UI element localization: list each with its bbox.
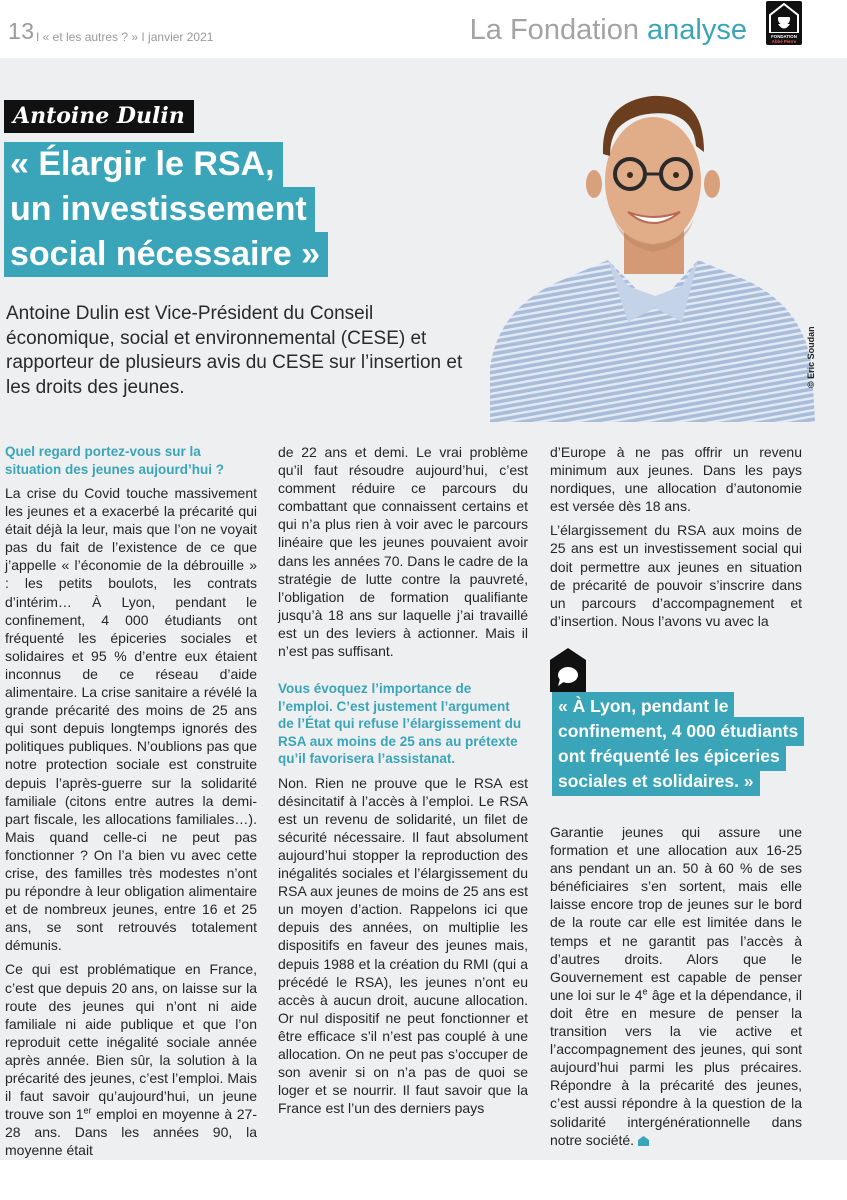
pull-quote-line-3: ont fréquenté les épiceries bbox=[552, 742, 786, 771]
logo-line-2: Abbé Pierre bbox=[771, 39, 797, 44]
column-3-top bbox=[550, 443, 802, 636]
question-2: Vous évoquez l’importance de l’emploi. C’est justement l’argument de l’État qui refuse l’élargissement du RSA aux moins de 25 ans au prétexte qu’il favorisera l’assistanat. bbox=[278, 681, 522, 767]
headline-line-1: « Élargir le RSA, bbox=[4, 142, 283, 187]
end-of-article-icon bbox=[638, 1136, 649, 1146]
answer-2-paragraph-2: L’élargissement du RSA aux moins de 25 ans est un investissement social qui doit permettre aux jeunes en situation de précarité de pouvoir s’inscrire dans un parcours d’accompagnement et d’insertion. Nous l’avons vu avec la bbox=[550, 522, 802, 629]
article bbox=[0, 58, 847, 1160]
pull-quote-line-4: sociales et solidaires. » bbox=[552, 767, 760, 796]
page-header bbox=[0, 0, 847, 58]
answer-2-continued: d’Europe à ne pas offrir un revenu minimum aux jeunes. Dans les pays nordiques, une allocation d’autonomie est versée dès 18 ans. bbox=[550, 444, 802, 515]
headline-line-3: social nécessaire » bbox=[4, 232, 328, 277]
photo-credit: © Eric Soudan bbox=[806, 326, 816, 388]
answer-1-paragraph-1: La crise du Covid touche massivement les jeunes et a exacerbé la précarité qui était déjà la leur, mais que l’on ne voyait pas du fait de l’existence de ce que j’appelle « l’économie de la débrouille » : les petits boulots, les contrats d’intérim… À Lyon, pendant le confinement, 4 000 étudiants ont fréquenté les épiceries sociales et solidaires et 95 % d’entre eux étaient inconnus de ce réseau d’aide alimentaire. La crise sanitaire a révélé la grande précarité des moins de 25 ans qui sont depuis longtemps ignorés des politiques publiques. N’oublions pas que notre protection sociale est construite depuis l’après-guerre sur la solidarité familiale (citons entre autres la demi-part fiscale, les allocations familiales…). Mais quand celle-ci ne peut pas fonctionner ? On l’a bien vu avec cette crise, des familles très modestes n’ont pu répondre à leur obligation alimentaire et de nombreux jeunes, entre 16 et 25 ans, se sont retrouvés totalement démunis. bbox=[5, 485, 257, 954]
answer-2-paragraph-1: Non. Rien ne prouve que le RSA est désincitatif à l’accès à l’emploi. Le RSA est un revenu de solidarité, un filet de sécurité nécessaire. Il faut absolument aujourd’hui stopper la reproduction des inégalités sociales et l’élargissement du RSA aux jeunes de moins de 25 ans est un moyen d’action. Rappelons ici que depuis des années, on multiplie les dispositifs en faveur des jeunes mais, depuis 1988 et la création du RMI (qui a précédé le RSA), les jeunes n’ont eu accès à aucun droit, aucune allocation. Or nul dispositif ne peut fonctionner et être efficace s’il n’est pas couplé à une allocation. On ne peut pas s’occuper de son avenir si on n’a pas de quoi se loger et se nourrir. Il faut savoir que la France est l’un des derniers pays bbox=[278, 774, 528, 1117]
issue-info: I « et les autres ? » I janvier 2021 bbox=[36, 30, 214, 44]
section-title bbox=[470, 14, 747, 47]
article-lede: Antoine Dulin est Vice-Président du Conseil économique, social et environnemental (CESE) et rapporteur de plusieurs avis du CESE sur l’insertion et les droits des jeunes. bbox=[6, 303, 463, 398]
speech-bubble-icon bbox=[550, 648, 586, 692]
logo-line-1: FONDATION bbox=[771, 34, 797, 39]
column-2 bbox=[278, 443, 528, 1123]
answer-1-continued: de 22 ans et demi. Le vrai problème qu’il faut résoudre aujourd’hui, c’est comment réduire ce parcours du combattant que connaissent certains et qui n’a plus rien à voir avec le parcours linéaire que les jeunes pouvaient avoir dans les années 70. Dans le cadre de la stratégie de lutte contre la pauvreté, l’obligation de formation qualifiante jusqu’à 18 ans sur laquelle j’ai travaillé est un des leviers à actionner. Mais il n’est pas suffisant. bbox=[278, 444, 528, 660]
fondation-logo bbox=[766, 1, 802, 45]
column-3-bottom bbox=[550, 823, 802, 1155]
column-1 bbox=[5, 443, 257, 1160]
section-title-prefix: La Fondation bbox=[469, 14, 639, 46]
question-1: Quel regard portez-vous sur la situation des jeunes aujourd’hui ? bbox=[5, 444, 225, 477]
abbe-pierre-icon bbox=[769, 3, 799, 33]
headline-line-2: un investissement bbox=[4, 187, 315, 232]
answer-2-paragraph-3: Garantie jeunes qui assure une formation et une allocation aux 16-25 ans pendant un an. 50 à 60 % de ses bénéficiaires s’en sortent, mais elle laisse encore trop de jeunes sur le bord de la route car elle est limitée dans le temps et ne garantit pas l’accès à d’autres droits. Alors que le Gouvernement est capable de penser une loi sur le 4e âge et la dépendance, il doit être en mesure de penser la transition vers la vie active et l’accompagnement des jeunes, qui sont aujourd’hui parmi les plus précaires. Répondre à la précarité des jeunes, c’est aussi répondre à la question de la solidarité intergénérationnelle dans notre société. bbox=[550, 824, 802, 1148]
page-number: 13 bbox=[8, 18, 35, 44]
pull-quote-line-2: confinement, 4 000 étudiants bbox=[552, 717, 804, 746]
answer-1-paragraph-2: Ce qui est problématique en France, c’est que depuis 20 ans, on laisse sur la route des jeunes qui n’ont ni aide familiale ni aide publique et que l’on reproduit cette inégalité sociale année après année. Bien sûr, la solution à la précarité des jeunes, c’est l’emploi. Mais il faut savoir qu’aujourd’hui, un jeune trouve son 1er emploi en moyenne à 27-28 ans. Dans les années 90, la moyenne était bbox=[5, 961, 257, 1159]
portrait-photo bbox=[490, 76, 815, 422]
pull-quote-line-1: « À Lyon, pendant le bbox=[552, 692, 734, 721]
author-name: Antoine Dulin bbox=[4, 100, 194, 133]
section-title-accent: analyse bbox=[647, 14, 747, 46]
